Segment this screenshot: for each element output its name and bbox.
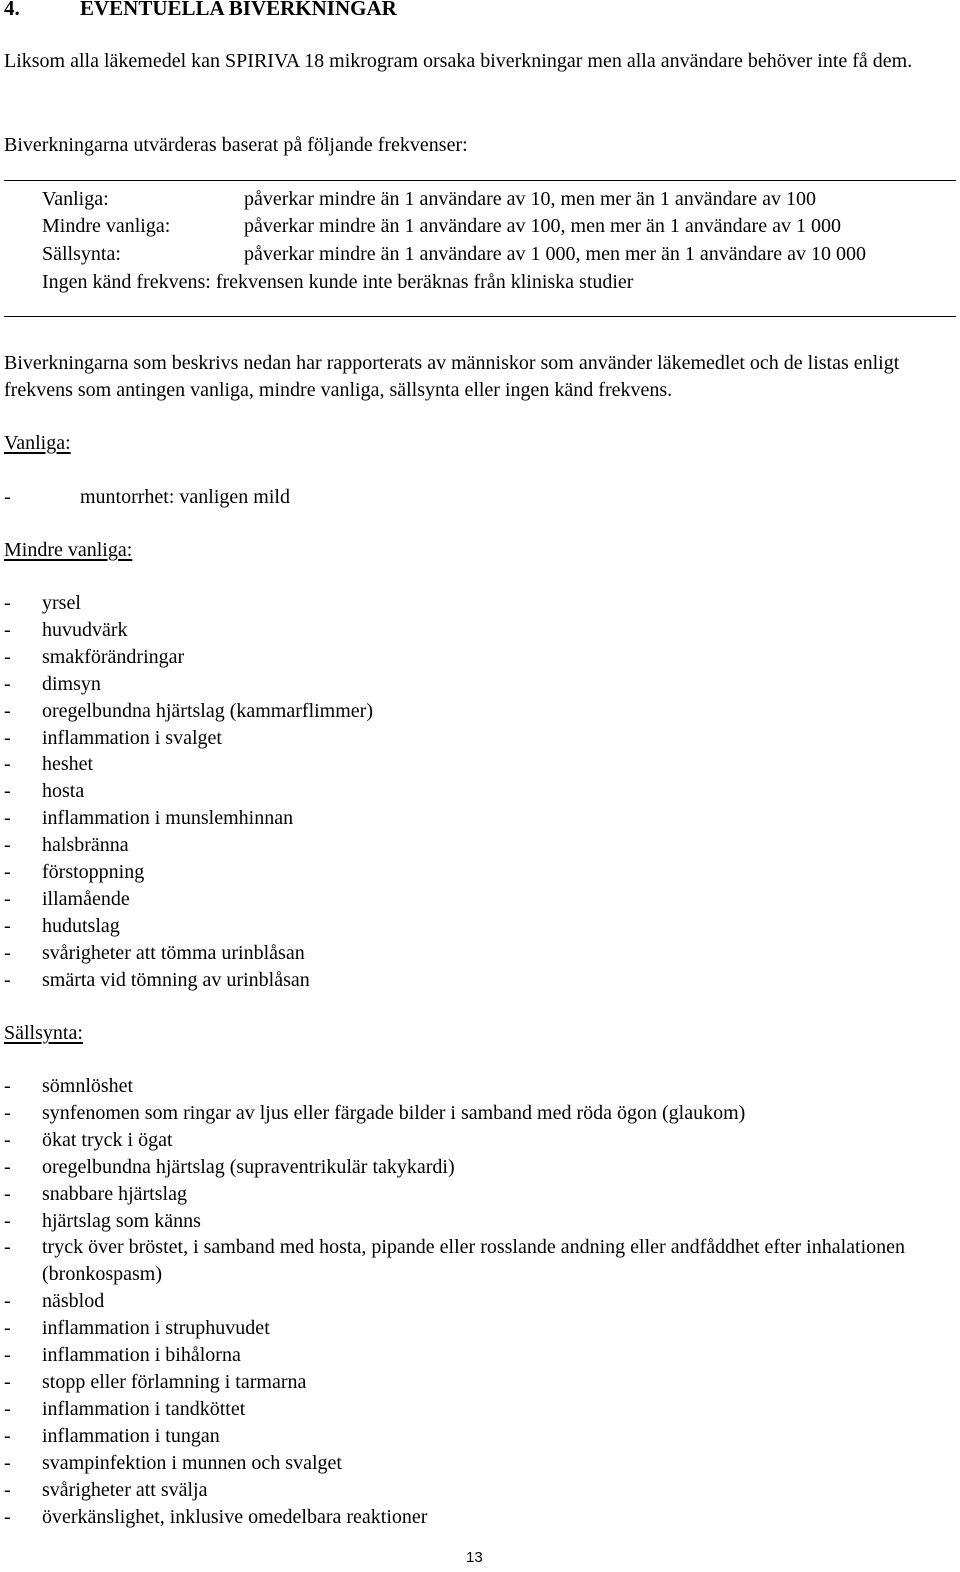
list-item	[4, 617, 960, 644]
list-item-text: muntorrhet: vanligen mild	[80, 486, 290, 508]
list-item-text: halsbränna	[42, 834, 129, 857]
list-marker: -	[4, 887, 11, 910]
top-rule	[4, 180, 956, 181]
list-item-text: inflammation i tandköttet	[42, 1397, 246, 1420]
list-item-text: svampinfektion i munnen och svalget	[42, 1451, 342, 1474]
list-marker: -	[4, 968, 11, 991]
frequency-description: påverkar mindre än 1 användare av 10, men mer än 1 användare av 100	[244, 188, 816, 210]
frequency-intro: Biverkningarna utvärderas baserat på följande frekvenser:	[4, 134, 468, 156]
list-item-text: inflammation i bihålorna	[42, 1344, 241, 1367]
frequency-label: Sällsynta:	[42, 243, 121, 265]
list-marker: -	[4, 1478, 11, 1501]
list-item	[4, 725, 960, 752]
list-marker: -	[4, 1236, 11, 1259]
list-marker: -	[4, 699, 11, 722]
list-item	[4, 1342, 960, 1369]
list-item-text: ökat tryck i ögat	[42, 1128, 173, 1151]
list-marker: -	[4, 834, 11, 857]
list-item	[4, 913, 960, 940]
list-marker: -	[4, 1155, 11, 1178]
list-marker: -	[4, 1451, 11, 1474]
list-item-text: smakförändringar	[42, 645, 185, 668]
common-section-title: Vanliga:	[4, 432, 71, 454]
list-marker: -	[4, 1075, 11, 1097]
list-marker: -	[4, 941, 11, 964]
list-item	[4, 1181, 960, 1208]
list-item	[4, 859, 960, 886]
list-item	[4, 886, 960, 913]
list-marker: -	[4, 807, 11, 830]
frequency-row	[42, 216, 841, 236]
list-item	[4, 1423, 960, 1450]
list-item	[4, 1315, 960, 1342]
list-marker: -	[4, 1101, 11, 1124]
frequency-row	[42, 244, 866, 264]
list-marker: -	[4, 861, 11, 884]
section-number: 4.	[4, 0, 20, 20]
list-item-text: näsblod	[42, 1290, 105, 1313]
list-item-text: tryck över bröstet, i samband med hosta, pipande eller rosslande andning eller andfåddhet efter inhalationen (bronkospasm)	[42, 1236, 906, 1286]
list-marker: -	[4, 592, 11, 614]
frequency-description: påverkar mindre än 1 användare av 1 000, men mer än 1 användare av 10 000	[244, 243, 866, 265]
list-marker: -	[4, 486, 11, 508]
page-number: 13	[466, 1549, 483, 1566]
list-marker: -	[4, 645, 11, 668]
list-item-text: överkänslighet, inklusive omedelbara reaktioner	[42, 1505, 428, 1528]
list-item	[4, 590, 960, 617]
rare-list	[4, 1073, 960, 1530]
intro-paragraph: Liksom alla läkemedel kan SPIRIVA 18 mikrogram orsaka biverkningar men alla användare behöver inte få dem.	[4, 50, 913, 72]
bottom-rule	[4, 316, 956, 317]
list-item-text: synfenomen som ringar av ljus eller färgade bilder i samband med röda ögon (glaukom)	[42, 1101, 746, 1124]
list-marker: -	[4, 1290, 11, 1313]
list-marker: -	[4, 726, 11, 749]
common-list	[4, 484, 960, 511]
list-item	[4, 644, 960, 671]
list-item	[4, 1477, 960, 1504]
list-item-text: stopp eller förlamning i tarmarna	[42, 1370, 307, 1393]
list-item-text: inflammation i munslemhinnan	[42, 807, 294, 830]
list-item	[4, 1396, 960, 1423]
rare-section-title: Sällsynta:	[4, 1022, 83, 1044]
list-item-text: yrsel	[42, 592, 81, 614]
list-item	[4, 484, 960, 511]
list-item	[4, 751, 960, 778]
list-marker: -	[4, 672, 11, 695]
list-item	[4, 967, 960, 994]
list-item-text: illamående	[42, 887, 130, 910]
list-marker: -	[4, 1505, 11, 1528]
list-item	[4, 832, 960, 859]
list-marker: -	[4, 1424, 11, 1447]
list-item-text: förstoppning	[42, 861, 145, 884]
list-item-text: inflammation i struphuvudet	[42, 1317, 270, 1340]
list-item	[4, 1073, 960, 1100]
listing-paragraph: Biverkningarna som beskrivs nedan har rapporterats av människor som använder läkemedlet och de listas enligt frekvens som antingen vanliga, mindre vanliga, sällsynta eller ingen känd frekvens.	[4, 352, 900, 401]
list-item-text: svårigheter att tömma urinblåsan	[42, 941, 305, 964]
list-item	[4, 1154, 960, 1181]
list-item	[4, 1450, 960, 1477]
list-marker: -	[4, 1128, 11, 1151]
list-marker: -	[4, 1182, 11, 1205]
list-item-text: svårigheter att svälja	[42, 1478, 208, 1501]
list-item-text: oregelbundna hjärtslag (supraventrikulär takykardi)	[42, 1155, 455, 1178]
list-item	[4, 778, 960, 805]
list-marker: -	[4, 780, 11, 803]
list-item-text: heshet	[42, 753, 94, 776]
list-item	[4, 1369, 960, 1396]
list-item-text: oregelbundna hjärtslag (kammarflimmer)	[42, 699, 373, 722]
list-item	[4, 1208, 960, 1235]
list-item-text: huvudvärk	[42, 618, 128, 641]
frequency-label: Vanliga:	[42, 188, 109, 210]
list-marker: -	[4, 618, 11, 641]
list-item	[4, 1234, 960, 1288]
uncommon-list	[4, 590, 960, 994]
list-item	[4, 1100, 960, 1127]
unknown-frequency-row: Ingen känd frekvens: frekvensen kunde inte beräknas från kliniska studier	[42, 271, 634, 293]
list-item-text: snabbare hjärtslag	[42, 1182, 187, 1205]
list-item-text: smärta vid tömning av urinblåsan	[42, 968, 310, 991]
list-item-text: dimsyn	[42, 672, 101, 695]
list-item	[4, 940, 960, 967]
frequency-row	[42, 189, 816, 209]
list-item-text: inflammation i tungan	[42, 1424, 220, 1447]
list-marker: -	[4, 1370, 11, 1393]
list-marker: -	[4, 1344, 11, 1367]
list-item	[4, 1127, 960, 1154]
uncommon-section-title: Mindre vanliga:	[4, 539, 133, 561]
section-title: EVENTUELLA BIVERKNINGAR	[80, 0, 397, 20]
list-item	[4, 1288, 960, 1315]
list-item	[4, 805, 960, 832]
section-heading	[4, 0, 397, 19]
list-item-text: hosta	[42, 780, 85, 803]
list-item-text: hudutslag	[42, 914, 120, 937]
frequency-label: Mindre vanliga:	[42, 215, 171, 237]
frequency-description: påverkar mindre än 1 användare av 100, men mer än 1 användare av 1 000	[244, 215, 841, 237]
list-item-text: inflammation i svalget	[42, 726, 222, 749]
list-marker: -	[4, 914, 11, 937]
list-item-text: hjärtslag som känns	[42, 1209, 201, 1232]
list-item	[4, 671, 960, 698]
list-item-text: sömnlöshet	[42, 1075, 134, 1097]
list-marker: -	[4, 1317, 11, 1340]
list-marker: -	[4, 1397, 11, 1420]
list-item	[4, 698, 960, 725]
list-marker: -	[4, 753, 11, 776]
list-item	[4, 1504, 960, 1531]
list-marker: -	[4, 1209, 11, 1232]
